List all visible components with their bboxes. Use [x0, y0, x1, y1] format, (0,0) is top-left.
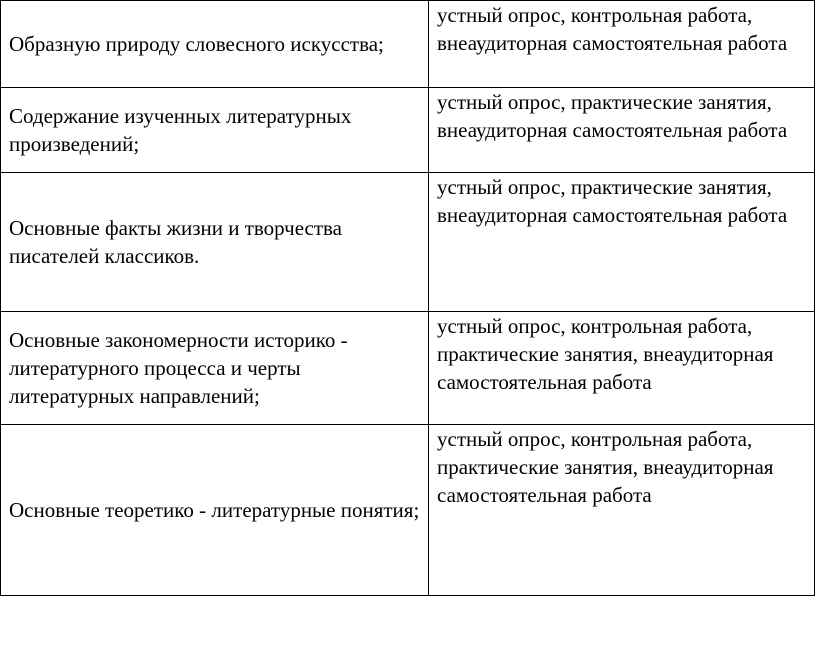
- assessment-cell: [429, 88, 815, 173]
- topic-cell: [1, 312, 429, 425]
- table-row: [1, 425, 815, 596]
- assessment-text: устный опрос, контрольная работа, внеаудиторная самостоятельная работа: [437, 3, 788, 55]
- topic-cell: [1, 1, 429, 88]
- topic-text: Образную природу словесного искусства;: [9, 32, 384, 56]
- topic-text: Основные закономерности историко - литературного процесса и черты литературных направлений;: [9, 328, 348, 408]
- assessment-text: устный опрос, контрольная работа, практические занятия, внеаудиторная самостоятельная работа: [437, 427, 774, 507]
- assessment-cell: [429, 1, 815, 88]
- topic-cell: [1, 173, 429, 312]
- assessment-text: устный опрос, практические занятия, внеаудиторная самостоятельная работа: [437, 90, 788, 142]
- assessment-text: устный опрос, контрольная работа, практические занятия, внеаудиторная самостоятельная работа: [437, 314, 774, 394]
- table-row: [1, 173, 815, 312]
- table-row: [1, 88, 815, 173]
- table-row: [1, 312, 815, 425]
- assessment-text: устный опрос, практические занятия, внеаудиторная самостоятельная работа: [437, 175, 788, 227]
- topic-text: Основные факты жизни и творчества писателей классиков.: [9, 216, 342, 268]
- assessment-cell: [429, 173, 815, 312]
- topic-text: Содержание изученных литературных произведений;: [9, 104, 352, 156]
- topic-cell: [1, 425, 429, 596]
- assessment-cell: [429, 312, 815, 425]
- table-row: [1, 1, 815, 88]
- topic-text: Основные теоретико - литературные понятия;: [9, 498, 420, 522]
- assessment-cell: [429, 425, 815, 596]
- topic-cell: [1, 88, 429, 173]
